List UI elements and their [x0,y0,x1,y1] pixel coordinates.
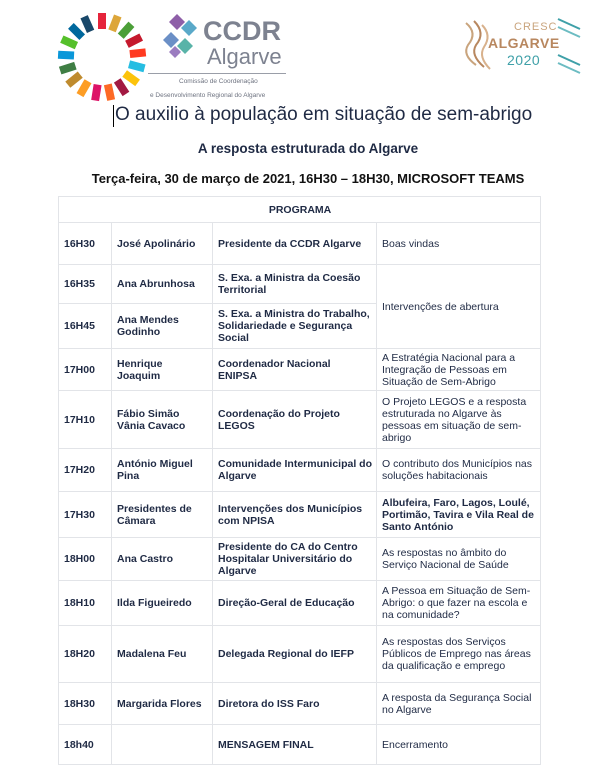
topic-cell: O Projeto LEGOS e a resposta estruturada no Algarve às pessoas em situação de sem-abrigo [377,391,541,449]
time-cell: 18H10 [59,581,112,626]
speaker-cell: Margarida Flores [112,683,213,725]
table-row [59,349,541,391]
ccdr-name: CCDR [203,16,281,46]
speaker-cell: Ana Castro [112,538,213,581]
sdg-wheel-logo [57,12,147,102]
role-cell: Coordenador Nacional ENIPSA [213,349,377,391]
cresc-algarve-logo [458,15,583,75]
role-cell: Comunidade Intermunicipal do Algarve [213,449,377,492]
topic-cell: Boas vindas [377,223,541,265]
role-cell: Delegada Regional do IEFP [213,626,377,683]
time-cell: 17H30 [59,492,112,538]
role-cell: Coordenação do Projeto LEGOS [213,391,377,449]
speaker-cell: Fábio Simão Vânia Cavaco [112,391,213,449]
programme-heading: PROGRAMA [59,197,541,223]
topic-cell: As respostas no âmbito do Serviço Nacional de Saúde [377,538,541,581]
table-row [59,492,541,538]
cresc-label: CRESC [514,21,558,33]
speaker-cell: Ana Abrunhosa [112,265,213,304]
event-title: O auxilio à população em situação de sem-abrigo [115,104,533,125]
time-cell: 16H30 [59,223,112,265]
speaker-cell: José Apolinário [112,223,213,265]
table-row [59,449,541,492]
time-cell: 16H45 [59,304,112,349]
topic-cell: Encerramento [377,725,541,765]
role-cell: Presidente do CA do Centro Hospitalar Universitário do Algarve [213,538,377,581]
table-row [59,626,541,683]
role-cell: S. Exa. a Ministra da Coesão Territorial [213,265,377,304]
time-cell: 18H20 [59,626,112,683]
programme-table [58,196,541,765]
ccdr-divider [148,73,286,74]
table-row [59,725,541,765]
speaker-cell: Madalena Feu [112,626,213,683]
role-cell: Direção-Geral de Educação [213,581,377,626]
role-cell: MENSAGEM FINAL [213,725,377,765]
time-cell: 18H00 [59,538,112,581]
table-row [59,223,541,265]
topic-cell: O contributo dos Municípios nas soluções habitacionais [377,449,541,492]
table-row [59,391,541,449]
speaker-cell: Henrique Joaquim [112,349,213,391]
time-cell: 18h40 [59,725,112,765]
role-cell: Intervenções dos Municípios com NPISA [213,492,377,538]
cresc-year: 2020 [507,52,541,68]
topic-cell: A Pessoa em Situação de Sem-Abrigo: o que fazer na escola e na comunidade? [377,581,541,626]
ccdr-subtitle-line1: Comissão de Coordenação [179,78,258,85]
role-cell: Diretora do ISS Faro [213,683,377,725]
topic-cell: Albufeira, Faro, Lagos, Loulé, Portimão, Tavira e Vila Real de Santo António [377,492,541,538]
speaker-cell [112,725,213,765]
table-header-row [59,197,541,223]
ccdr-region: Algarve [207,44,282,69]
time-cell: 17H20 [59,449,112,492]
table-row [59,538,541,581]
time-cell: 18H30 [59,683,112,725]
table-row [59,265,541,304]
ccdr-subtitle-line2: e Desenvolvimento Regional do Algarve [150,92,266,99]
cresc-region: ALGARVE [488,35,560,51]
time-cell: 16H35 [59,265,112,304]
ccdr-flower-icon [163,14,205,58]
role-cell: S. Exa. a Ministra do Trabalho, Solidariedade e Segurança Social [213,304,377,349]
text-cursor [113,105,114,127]
speaker-cell: António Miguel Pina [112,449,213,492]
speaker-cell: Presidentes de Câmara [112,492,213,538]
topic-cell: A Estratégia Nacional para a Integração de Pessoas em Situação de Sem-Abrigo [377,349,541,391]
event-dateline: Terça-feira, 30 de março de 2021, 16H30 – 18H30, MICROSOFT TEAMS [91,171,525,186]
time-cell: 17H00 [59,349,112,391]
ccdr-algarve-logo [150,12,293,102]
topic-cell: Intervenções de abertura [377,265,541,349]
table-row [59,581,541,626]
event-subtitle: A resposta estruturada do Algarve [197,141,419,156]
time-cell: 17H10 [59,391,112,449]
speaker-cell: Ana Mendes Godinho [112,304,213,349]
topic-cell: As respostas dos Serviços Públicos de Emprego nas áreas da qualificação e emprego [377,626,541,683]
speaker-cell: Ilda Figueiredo [112,581,213,626]
topic-cell: A resposta da Segurança Social no Algarve [377,683,541,725]
role-cell: Presidente da CCDR Algarve [213,223,377,265]
table-row [59,683,541,725]
